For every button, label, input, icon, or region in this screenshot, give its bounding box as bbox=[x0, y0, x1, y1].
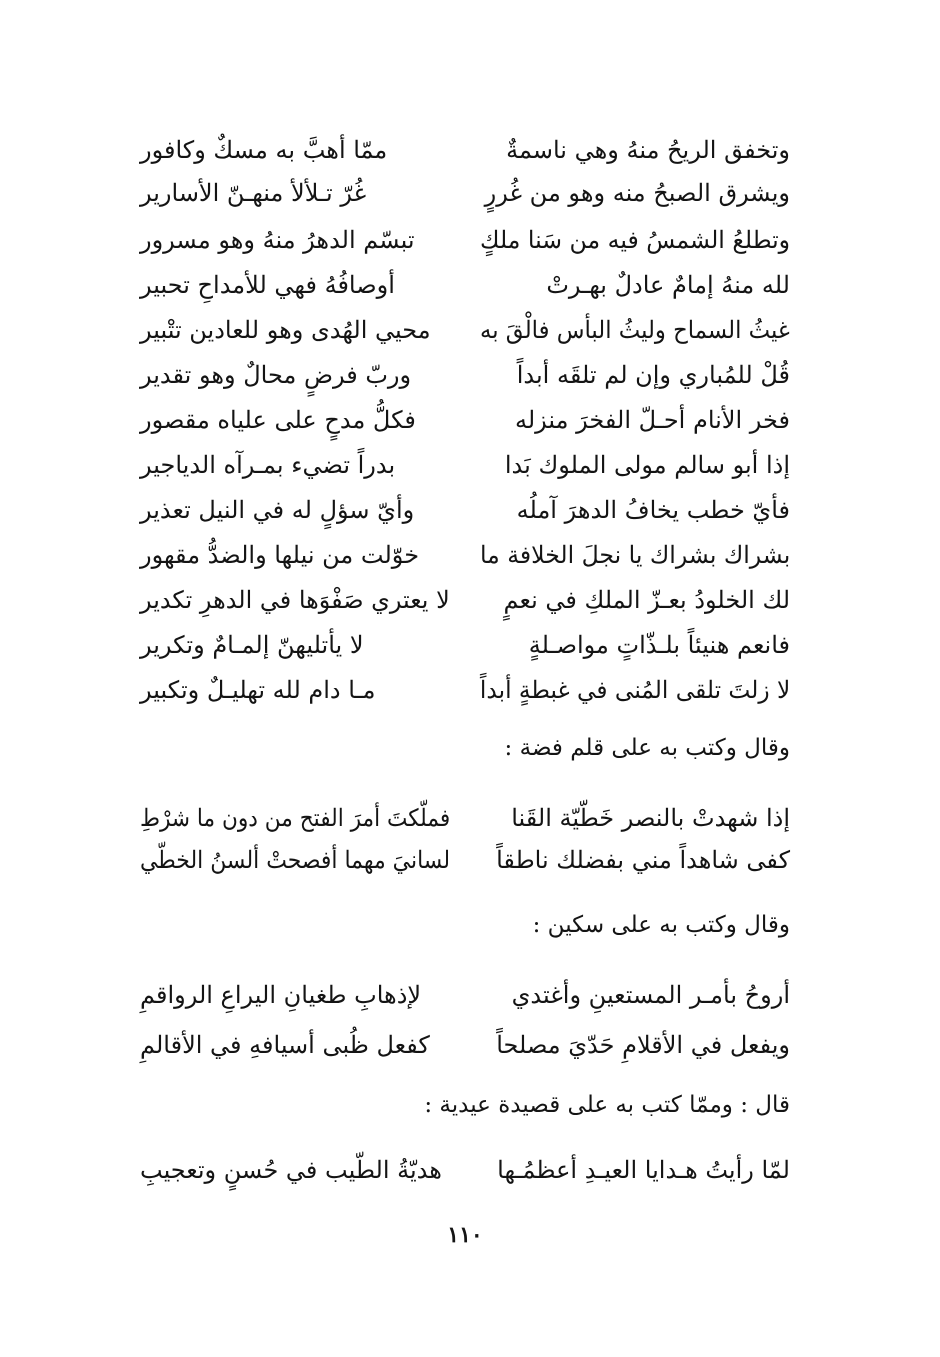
verse-second-hemistich: بدراً تضيء بمـرآه الدياجير bbox=[140, 451, 396, 479]
verse-second-hemistich: لا يعتري صَفْوَها في الدهرِ تكدير bbox=[140, 586, 450, 614]
verse bbox=[140, 580, 790, 620]
verse-first-hemistich: لك الخلودُ بعـزّ الملكِ في نعمٍ bbox=[503, 586, 790, 614]
verse bbox=[140, 670, 790, 710]
verse-first-hemistich: وتخفق الريحُ منهُ وهي ناسمةٌ bbox=[506, 136, 790, 164]
verse-first-hemistich: كفى شاهداً مني بفضلك ناطقاً bbox=[496, 846, 790, 874]
verse-second-hemistich: وربّ فرضٍ محالٌ وهو تقدير bbox=[140, 361, 412, 389]
verse-first-hemistich: ويفعل في الأقلامِ حَدّيَ مصلحاً bbox=[496, 1031, 790, 1059]
verse bbox=[140, 490, 790, 530]
verse-second-hemistich: فملّكتَ أمرَ الفتح من دون ما شرْطِ bbox=[140, 804, 451, 832]
verse bbox=[140, 840, 790, 880]
verse-first-hemistich: إذا أبو سالم مولى الملوك بَدا bbox=[504, 451, 790, 479]
verse-second-hemistich: هديّةُ الطّيب في حُسنٍ وتعجيبِ bbox=[140, 1156, 442, 1184]
verse bbox=[140, 1025, 790, 1065]
verse-first-hemistich: وتطلعُ الشمسُ فيه من سَنا ملكٍ bbox=[479, 226, 790, 254]
verse bbox=[140, 625, 790, 665]
verse-first-hemistich: إذا شهدتْ بالنصر خَطّيّة القَنا bbox=[511, 804, 790, 832]
section-intro: قال : وممّا كتب به على قصيدة عيدية : bbox=[424, 1092, 790, 1118]
verse-first-hemistich: لمّا رأيتُ هـدايا العيـدِ أعظمُـها bbox=[497, 1156, 790, 1184]
verse-first-hemistich: لله منهُ إمامٌ عادلٌ بهـرتْ bbox=[546, 271, 790, 299]
verse bbox=[140, 220, 790, 260]
verse bbox=[140, 173, 790, 213]
verse bbox=[140, 355, 790, 395]
verse-second-hemistich: أوصافُهُ فهي للأمداحِ تحبير bbox=[140, 271, 395, 299]
verse-first-hemistich: بشراك بشراك يا نجلَ الخلافة ما bbox=[479, 541, 790, 569]
verse bbox=[140, 798, 790, 838]
section-intro: وقال وكتب به على قلم فضة : bbox=[504, 735, 790, 761]
verse-second-hemistich: لسانيَ مهما أفصحتْ ألسنُ الخطّي bbox=[140, 846, 451, 874]
verse-second-hemistich: خوّلت من نيلها والضدُّ مقهور bbox=[140, 541, 420, 569]
verse-first-hemistich: ويشرق الصبحُ منه وهو من غُررٍ bbox=[484, 179, 790, 207]
verse bbox=[140, 130, 790, 170]
verse-first-hemistich: لا زلتَ تلقى المُنى في غبطةٍ أبداً bbox=[479, 676, 790, 704]
verse-second-hemistich: وأيّ سؤلٍ له في النيل تعذير bbox=[140, 496, 415, 524]
page-number: ١١٠ bbox=[447, 1222, 483, 1248]
verse-second-hemistich: تبسّم الدهرُ منهُ وهو مسرور bbox=[140, 226, 415, 254]
verse-second-hemistich: لإذهابِ طغيانِ اليراعِ الرواقمِ bbox=[140, 981, 422, 1009]
verse bbox=[140, 535, 790, 575]
verse-second-hemistich: غُرّ تـلألأ منهـنّ الأسارير bbox=[140, 179, 367, 207]
verse bbox=[140, 400, 790, 440]
verse-second-hemistich: لا يأتليهنّ إلمـامٌ وتكرير bbox=[140, 631, 364, 659]
section-intro: وقال وكتب به على سكين : bbox=[532, 912, 790, 938]
verse-first-hemistich: فانعم هنيئاً بلـذّاتٍ مواصـلةٍ bbox=[528, 631, 790, 659]
verse-second-hemistich: محيي الهُدى وهو للعادين تتْبير bbox=[140, 316, 431, 344]
verse-second-hemistich: ممّا أهبَّ به مسكٌ وكافور bbox=[140, 136, 388, 164]
verse-first-hemistich: غيثُ السماح وليثُ البأس فالْقَ به bbox=[480, 316, 790, 344]
verse bbox=[140, 310, 790, 350]
verse-second-hemistich: مـا دام لله تهليـلٌ وتكبير bbox=[140, 676, 376, 704]
verse-first-hemistich: قُلْ للمُباري وإن لم تلقَه أبداً bbox=[516, 361, 790, 389]
verse-first-hemistich: أروحُ بأمـر المستعينِ وأغتدي bbox=[511, 981, 790, 1009]
verse bbox=[140, 445, 790, 485]
verse-first-hemistich: فخر الأنام أحـلّ الفخرَ منزله bbox=[514, 406, 790, 434]
verse bbox=[140, 265, 790, 305]
verse-first-hemistich: فأيّ خطب يخافُ الدهرَ آملُه bbox=[516, 496, 790, 524]
verse bbox=[140, 1150, 790, 1190]
verse-second-hemistich: كفعل ظُبى أسيافهِ في الأقالمِ bbox=[140, 1031, 430, 1059]
verse-second-hemistich: فكلُّ مدحٍ على علياه مقصور bbox=[140, 406, 416, 434]
verse bbox=[140, 975, 790, 1015]
